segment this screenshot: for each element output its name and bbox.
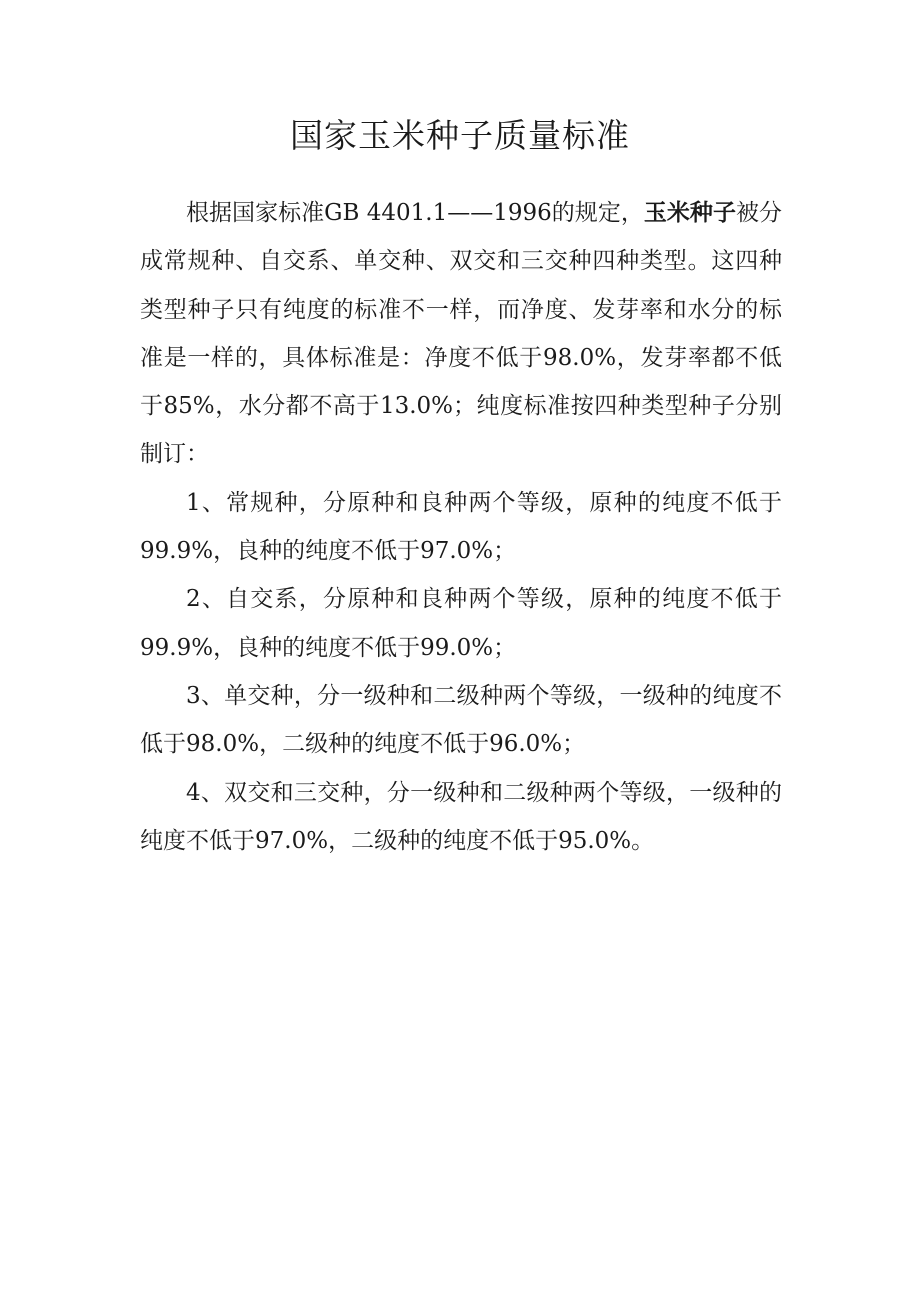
standard-item-4: 4、双交和三交种，分一级种和二级种两个等级，一级种的纯度不低于97.0%，二级种的纯度不低于95.0%。 [140, 779, 782, 854]
intro-paragraph [140, 189, 782, 479]
intro-text-after: 被分成常规种、自交系、单交种、双交和三交种四种类型。这四种类型种子只有纯度的标准不一样，而净度、发芽率和水分的标准是一样的，具体标准是：净度不低于98.0%，发芽率都不低于85%，水分都不高于13.0%；纯度标准按四种类型种子分别制订： [140, 200, 782, 468]
document-body [140, 189, 782, 865]
intro-text-before: 根据国家标准GB 4401.1——1996的规定， [186, 200, 644, 226]
intro-emphasis: 玉米种子 [643, 199, 736, 226]
standard-item-1: 1、常规种，分原种和良种两个等级，原种的纯度不低于99.9%，良种的纯度不低于97.0%； [140, 489, 782, 565]
standard-item-3: 3、单交种，分一级种和二级种两个等级，一级种的纯度不低于98.0%，二级种的纯度不低于96.0%； [140, 682, 782, 758]
document-title: 国家玉米种子质量标准 [290, 116, 630, 155]
standard-item-2: 2、自交系，分原种和良种两个等级，原种的纯度不低于99.9%，良种的纯度不低于99.0%； [140, 586, 782, 661]
